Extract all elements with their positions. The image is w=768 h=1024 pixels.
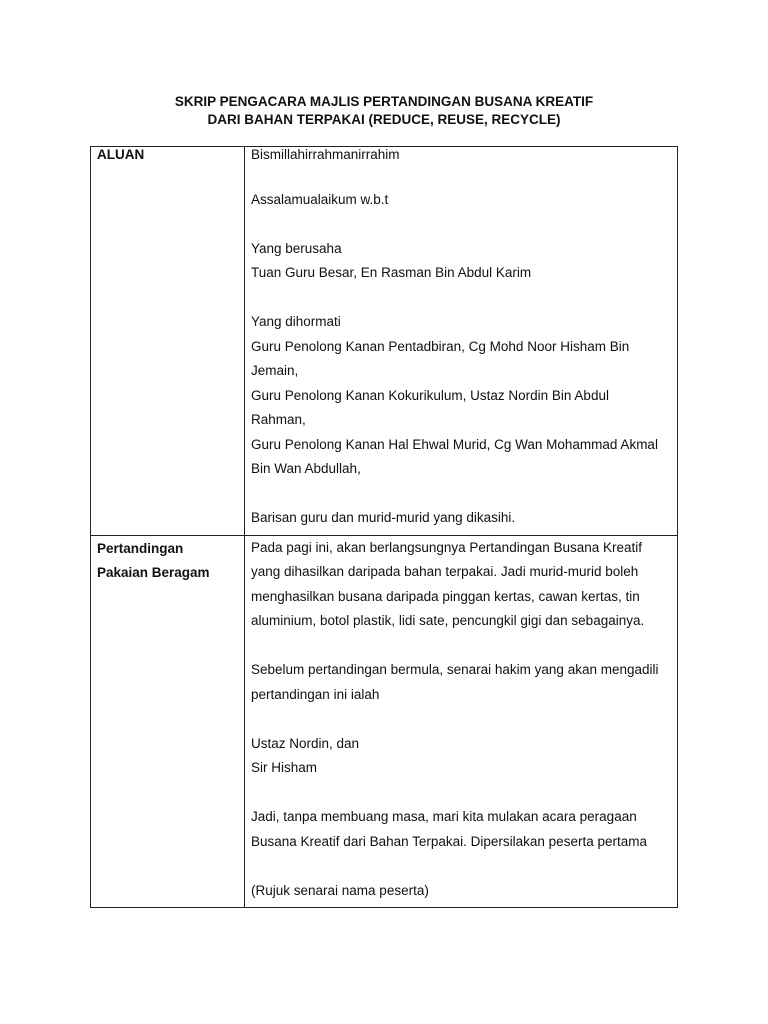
content-line: Jadi, tanpa membuang masa, mari kita mulakan acara peragaan — [251, 809, 637, 824]
content-line: Sir Hisham — [251, 760, 318, 775]
content-line: Assalamualaikum w.b.t — [251, 191, 389, 207]
blank-line — [251, 286, 671, 311]
content-line: Ustaz Nordin, dan — [251, 735, 360, 751]
blank-line — [251, 163, 671, 188]
blank-line — [251, 212, 671, 237]
content-line: Jemain, — [251, 363, 299, 378]
table-row — [91, 147, 678, 536]
section-label: Pertandingan — [97, 540, 184, 556]
document-title — [0, 93, 768, 129]
content-line: aluminium, botol plastik, lidi sate, pencungkil gigi dan sebagainya. — [251, 613, 645, 628]
title-line-2: DARI BAHAN TERPAKAI (REDUCE, REUSE, RECYCLE) — [207, 112, 561, 127]
content-line: yang dihasilkan daripada bahan terpakai. Jadi murid-murid boleh — [251, 564, 639, 579]
section-label: ALUAN — [97, 147, 145, 162]
content-line: Barisan guru dan murid-murid yang dikasihi. — [251, 510, 516, 525]
blank-line — [251, 781, 671, 806]
blank-line — [251, 854, 671, 879]
content-line: Pada pagi ini, akan berlangsungnya Pertandingan Busana Kreatif — [251, 539, 643, 555]
section-label-cell — [91, 147, 245, 536]
content-line: Yang berusaha — [251, 240, 342, 256]
section-content-cell — [245, 535, 678, 908]
blank-line — [251, 482, 671, 507]
content-line: Guru Penolong Kanan Pentadbiran, Cg Mohd Noor Hisham Bin — [251, 338, 630, 354]
blank-line — [251, 707, 671, 732]
content-line: pertandingan ini ialah — [251, 686, 380, 702]
content-line: Tuan Guru Besar, En Rasman Bin Abdul Karim — [251, 265, 532, 280]
content-line: menghasilkan busana daripada pinggan kertas, cawan kertas, tin — [251, 588, 640, 604]
content-line: Rahman, — [251, 412, 306, 427]
content-line: Yang dihormati — [251, 314, 341, 329]
section-label-cell — [91, 535, 245, 908]
content-line: (Rujuk senarai nama peserta) — [251, 882, 429, 898]
title-line-1: SKRIP PENGACARA MAJLIS PERTANDINGAN BUSANA KREATIF — [174, 94, 594, 109]
script-table — [90, 146, 678, 908]
table-row — [91, 535, 678, 908]
section-label: Pakaian Beragam — [97, 565, 210, 580]
content-line: Guru Penolong Kanan Hal Ehwal Murid, Cg Wan Mohammad Akmal — [251, 436, 658, 452]
script-table-body — [91, 147, 678, 908]
content-line: Bin Wan Abdullah, — [251, 461, 361, 476]
content-line: Busana Kreatif dari Bahan Terpakai. Dipersilakan peserta pertama — [251, 833, 647, 849]
content-line: Bismillahirrahmanirrahim — [251, 147, 400, 162]
content-line: Guru Penolong Kanan Kokurikulum, Ustaz Nordin Bin Abdul — [251, 387, 609, 403]
content-line: Sebelum pertandingan bermula, senarai hakim yang akan mengadili — [251, 662, 659, 677]
blank-line — [251, 634, 671, 659]
section-content-cell — [245, 147, 678, 536]
